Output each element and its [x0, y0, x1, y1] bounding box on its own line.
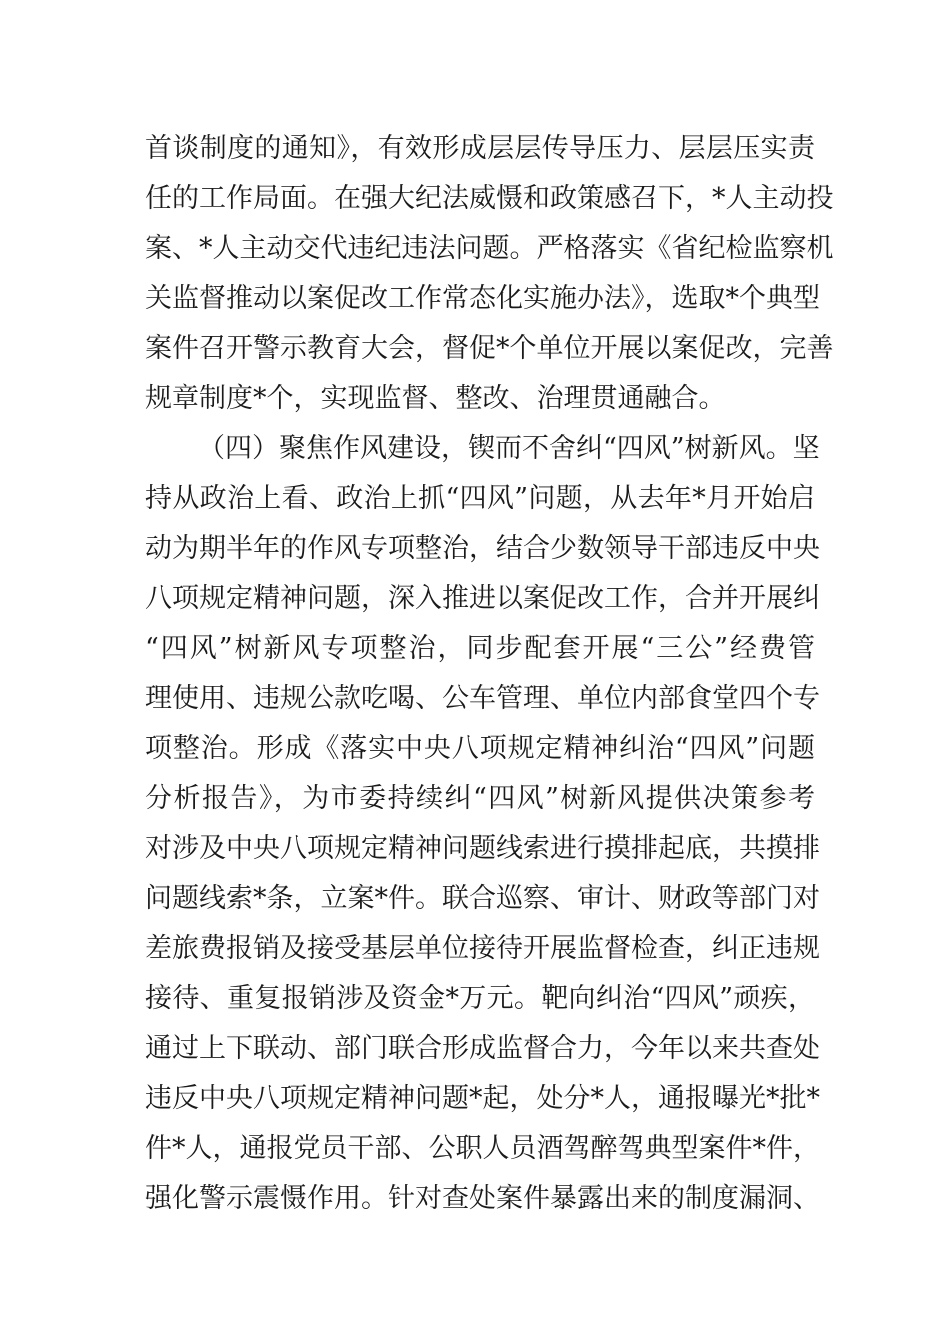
text-line: 违反中央八项规定精神问题*起，处分*人，通报曝光*批*	[145, 1083, 820, 1114]
text-line: 对涉及中央八项规定精神问题线索进行摸排起底，共摸排	[145, 833, 820, 864]
text-line: 分析报告》，为市委持续纠“四风”树新风提供决策参考	[145, 783, 815, 814]
text-line: 通过上下联动、部门联合形成监督合力，今年以来共查处	[145, 1033, 820, 1064]
text-line: 问题线索*条，立案*件。联合巡察、审计、财政等部门对	[145, 883, 820, 914]
text-line: 任的工作局面。在强大纪法威慑和政策感召下，*人主动投	[145, 183, 834, 214]
text-line: 理使用、违规公款吃喝、公车管理、单位内部食堂四个专	[145, 683, 820, 714]
text-line: 案件召开警示教育大会，督促*个单位开展以案促改，完善	[145, 333, 834, 364]
text-line: 八项规定精神问题，深入推进以案促改工作，合并开展纠	[145, 583, 820, 614]
text-line: 规章制度*个，实现监督、整改、治理贯通融合。	[145, 383, 726, 414]
text-line: 动为期半年的作风专项整治，结合少数领导干部违反中央	[145, 533, 820, 564]
text-line: 案、*人主动交代违纪违法问题。严格落实《省纪检监察机	[145, 233, 834, 264]
text-line: “四风”树新风专项整治，同步配套开展“三公”经费管	[145, 633, 815, 664]
text-line: 首谈制度的通知》，有效形成层层传导压力、层层压实责	[145, 133, 815, 164]
text-line: 关监督推动以案促改工作常态化实施办法》，选取*个典型	[145, 283, 820, 314]
text-line: 持从政治上看、政治上抓“四风”问题，从去年*月开始启	[145, 483, 815, 514]
text-line: 件*人，通报党员干部、公职人员酒驾醉驾典型案件*件，	[145, 1133, 820, 1164]
text-line: 强化警示震慑作用。针对查处案件暴露出来的制度漏洞、	[145, 1183, 820, 1214]
text-line: 接待、重复报销涉及资金*万元。靶向纠治“四风”顽疾，	[145, 983, 815, 1014]
text-line: 项整治。形成《落实中央八项规定精神纠治“四风”问题	[145, 733, 815, 764]
section-heading-line: （四）聚焦作风建设，锲而不舍纠“四风”树新风。坚	[198, 433, 820, 464]
text-line: 差旅费报销及接受基层单位接待开展监督检查，纠正违规	[145, 933, 820, 964]
